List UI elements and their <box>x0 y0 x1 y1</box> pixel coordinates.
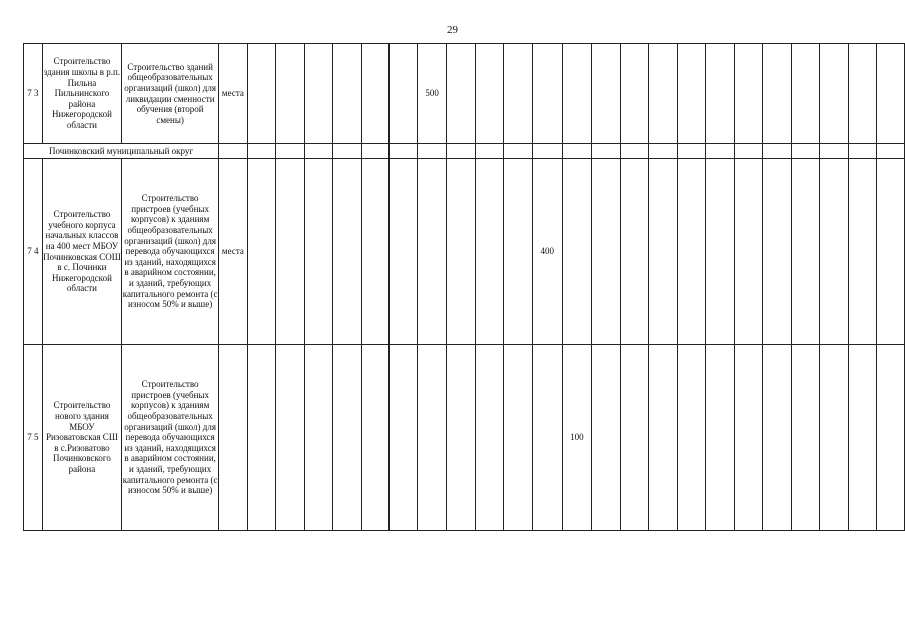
object-name: Строительство учебного корпуса начальных классов на 400 мест МБОУ Починковская СОШ в с. Починки Нижегородской области <box>42 159 121 345</box>
table-row <box>24 159 905 345</box>
table-row <box>24 345 905 531</box>
object-name: Строительство здания школы в р.п. Пильна Пильнинского района Нижегородской области <box>42 44 121 144</box>
data-table <box>23 43 905 531</box>
value-cell: 400 <box>532 159 562 345</box>
unit-cell: места <box>219 159 247 345</box>
value-cell: 500 <box>417 44 447 144</box>
object-purpose: Строительство пристроев (учебных корпусов) к зданиям общеобразовательных организаций (школ) для перевода обучающихся из зданий, находящихся в аварийном состоянии, и зданий, требующих капитального ремонта (с износом 50% и выше) <box>122 345 219 531</box>
unit-cell <box>219 345 247 531</box>
object-purpose: Строительство пристроев (учебных корпусов) к зданиям общеобразовательных организаций (школ) для перевода обучающихся из зданий, находящихся в аварийном состоянии, и зданий, требующих капитального ремонта (с износом 50% и выше) <box>122 159 219 345</box>
value-cell: 100 <box>562 345 592 531</box>
row-number: 7 3 <box>24 44 43 144</box>
object-name: Строительство нового здания МБОУ Ризоватовская СШ в с.Ризоватово Починковского района <box>42 345 121 531</box>
object-purpose: Строительство зданий общеобразовательных организаций (школ) для ликвидации сменности обучения (второй смены) <box>122 44 219 144</box>
unit-cell: места <box>219 44 247 144</box>
page-number: 29 <box>447 24 458 36</box>
section-row <box>24 144 905 159</box>
row-number: 7 5 <box>24 345 43 531</box>
table-row <box>24 44 905 144</box>
row-number: 7 4 <box>24 159 43 345</box>
section-title: Починковский муниципальный округ <box>24 144 219 159</box>
